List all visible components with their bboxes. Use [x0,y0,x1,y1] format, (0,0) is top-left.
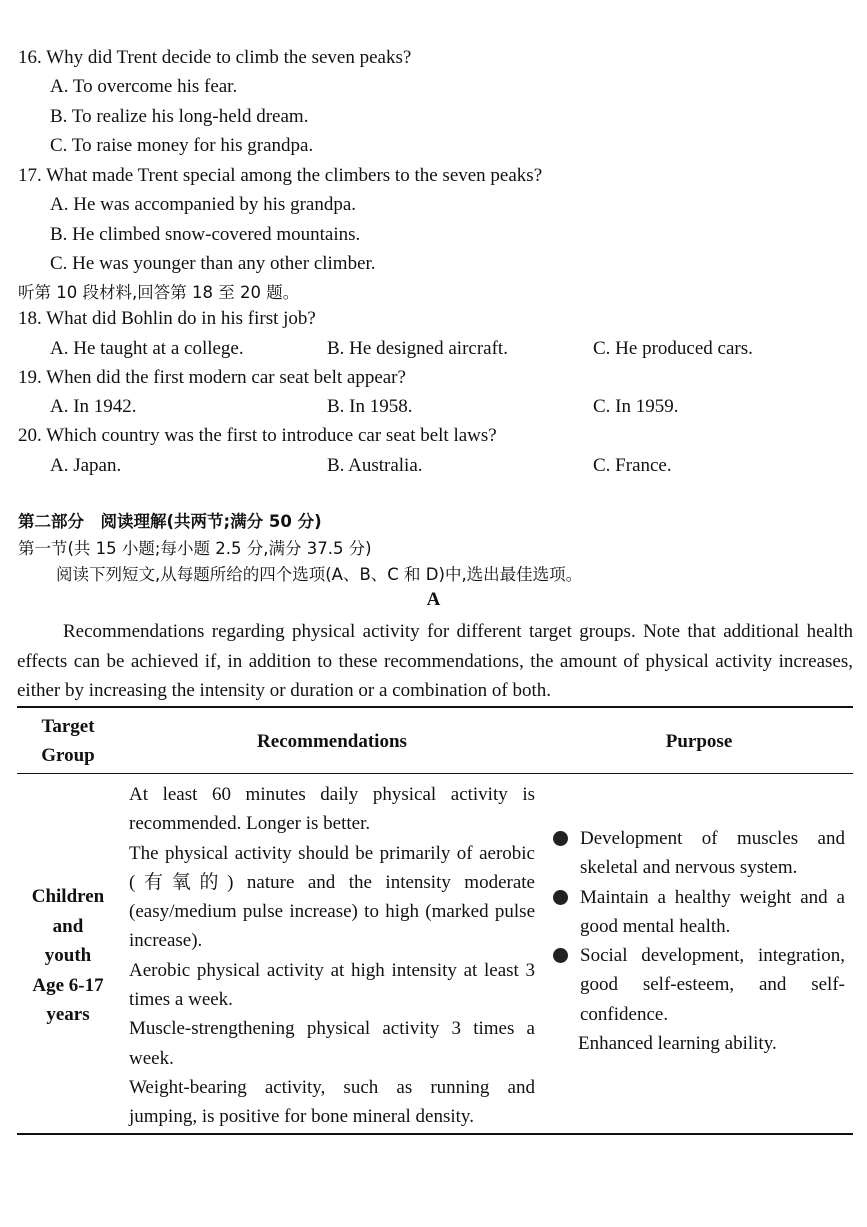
question-16-option-c: C. To raise money for his grandpa. [50,135,314,156]
group-line: youth [44,945,92,966]
question-17-option-b: B. He climbed snow-covered mountains. [50,224,361,245]
question-17-stem: 17. What made Trent special among the climbers to the seven peaks? [18,165,543,186]
question-18-stem: 18. What did Bohlin do in his first job? [18,308,316,329]
question-17-option-c: C. He was younger than any other climber. [50,253,376,274]
recommendation-item: Muscle-strengthening physical activity 3 times a week. [129,1018,535,1069]
bullet-dot-icon [553,948,568,963]
recommendation-item: At least 60 minutes daily physical activity is recommended. Longer is better. [129,784,535,835]
group-line: years [46,1004,90,1025]
recommendation-item: Aerobic physical activity at high intensity at least 3 times a week. [129,959,535,1011]
passage-intro-text: Recommendations regarding physical activity for different target groups. Note that additional health effects can be achieved if, in addition to these recommendations, the amount of physical activity increases, either by increasing the intensity or duration or a combination of both. [17,621,853,701]
passage-label: A [426,589,441,610]
group-line: and [52,915,84,937]
group-line: Age 6-17 [32,974,104,996]
question-20-option-c: C. France. [593,455,672,476]
group-line: Children [31,886,105,907]
question-16-option-b: B. To realize his long-held dream. [50,106,309,127]
recommendations-cell [129,780,535,1132]
question-19-option-c: C. In 1959. [593,396,679,417]
part2-heading: 第二部分 阅读理解(共两节;满分 50 分) [18,512,322,531]
listening-instruction: 听第 10 段材料,回答第 18 至 20 题。 [18,283,300,302]
purpose-text: Social development, integration, good self-esteem, and self-confidence. [580,945,845,1025]
purpose-item [553,941,845,1029]
table-top-rule [17,706,853,708]
recommendation-item: The physical activity should be primarily of aerobic (有氧的) nature and the intensity moderate (easy/medium pulse increase) to high (marked pulse increase). [129,842,535,952]
question-16-stem: 16. Why did Trent decide to climb the seven peaks? [18,47,412,68]
header-target-group [22,712,114,770]
table-header-rule [17,773,853,774]
question-18-option-c: C. He produced cars. [593,338,753,359]
passage-intro [17,617,853,706]
question-17-option-a: A. He was accompanied by his grandpa. [50,194,357,215]
purpose-item [553,824,845,883]
header-target-line: Target [41,716,95,737]
question-19-option-b: B. In 1958. [327,396,413,417]
purpose-item [553,883,845,942]
recommendation-item: Weight-bearing activity, such as running and jumping, is positive for bone mineral density. [129,1076,535,1128]
bullet-dot-icon [553,890,568,905]
question-16-option-a: A. To overcome his fear. [50,76,238,97]
header-purpose: Purpose [665,731,733,752]
purpose-cell [553,824,845,1058]
header-group-line: Group [41,745,95,766]
question-18-option-b: B. He designed aircraft. [327,338,508,359]
question-20-stem: 20. Which country was the first to introduce car seat belt laws? [18,425,497,446]
question-18-option-a: A. He taught at a college. [50,338,244,359]
purpose-extra: Enhanced learning ability. [578,1033,777,1055]
bullet-dot-icon [553,831,568,846]
header-recommendations: Recommendations [257,731,407,752]
reading-directions: 阅读下列短文,从每题所给的四个选项(A、B、C 和 D)中,选出最佳选项。 [56,565,583,584]
target-group-cell [22,882,114,1030]
purpose-text: Maintain a healthy weight and a good mental health. [580,886,845,937]
table-bottom-rule [17,1133,853,1135]
question-19-option-a: A. In 1942. [50,396,137,417]
question-19-stem: 19. When did the first modern car seat belt appear? [18,367,406,388]
section1-heading: 第一节(共 15 小题;每小题 2.5 分,满分 37.5 分) [18,539,372,558]
purpose-text: Development of muscles and skeletal and nervous system. [580,828,845,879]
question-20-option-b: B. Australia. [327,455,423,476]
question-20-option-a: A. Japan. [50,455,122,476]
